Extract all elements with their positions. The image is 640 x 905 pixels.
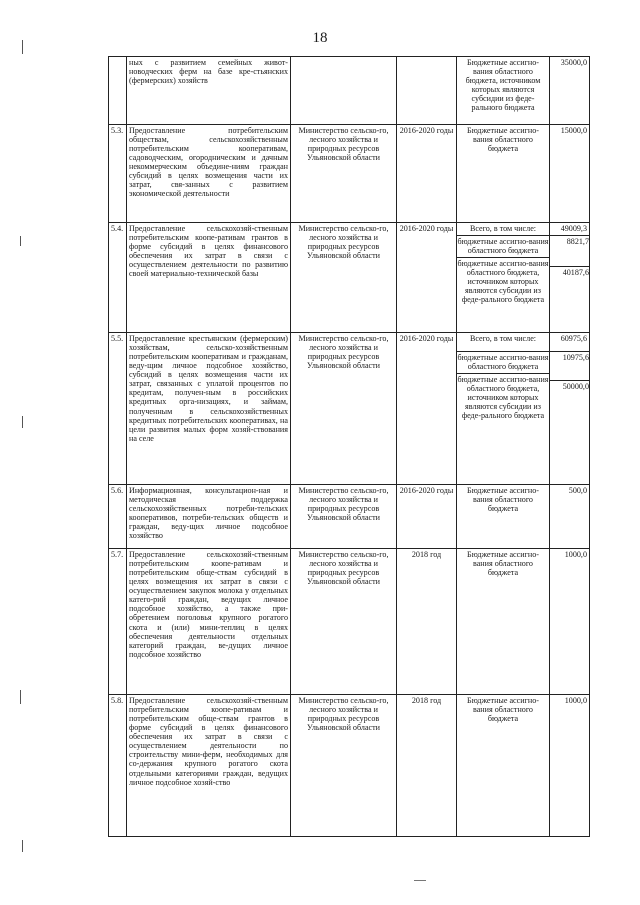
term: 2018 год [397, 695, 457, 837]
funding-sources [457, 485, 550, 549]
table-row [109, 223, 590, 333]
program-table [108, 56, 590, 837]
executor: Министерство сельско-го, лесного хозяйства и природных ресурсов Ульяновской области [291, 485, 397, 549]
funding-sources [457, 223, 550, 333]
page-number: 18 [312, 30, 328, 46]
funding-sources [457, 695, 550, 837]
funding-amounts [550, 695, 590, 837]
funding-sources [457, 125, 550, 223]
funding-sources [457, 333, 550, 485]
term: 2018 год [397, 549, 457, 695]
term: 2016-2020 годы [397, 485, 457, 549]
funding-source: Всего, в том числе: [469, 334, 537, 343]
table-row [109, 549, 590, 695]
funding-amounts [550, 549, 590, 695]
funding-amounts [550, 57, 590, 125]
funding-amount: 500,0 [568, 486, 587, 495]
funding-amount: 15000,0 [560, 126, 587, 135]
term: 2016-2020 годы [397, 125, 457, 223]
row-number [109, 57, 127, 125]
funding-amounts [550, 223, 590, 333]
scan-artifact-mark [20, 690, 21, 704]
row-number: 5.5. [109, 333, 127, 485]
funding-source: бюджетные ассигно-вания областного бюджета [457, 237, 549, 256]
row-number: 5.6. [109, 485, 127, 549]
funding-amount: 8821,7 [550, 235, 589, 246]
funding-source: бюджетные ассигно-вания областного бюджета [457, 353, 549, 372]
measure-description: Предоставление потребительским обществам, сельскохозяйственным потребительским кооперативам, садоводческим, огородническим и дачным некоммерческим объедине-ниям граждан субсидий в целях возмещения части их затрат, свя-занных с развитием экономической деятельности [127, 125, 291, 223]
row-number: 5.4. [109, 223, 127, 333]
table-row [109, 695, 590, 837]
measure-description: Предоставление крестьянским (фермерским) хозяйствам, сельско-хозяйственным потребительским кооперативам и гражданам, веду-щим личное подсобное хозяйство, субсидий в целях возмещения части их затрат, связанных с уплатой процентов по кредитам, получен-ным в российских кредитных орга-низациях, и займам, полученным в сельскохозяйственных кредитных потребительских кооперативах, на цели развития малых форм хозяй-ствования на селе [127, 333, 291, 485]
scan-artifact-mark [22, 40, 23, 54]
funding-amount: 50000,0 [550, 380, 589, 391]
row-number: 5.7. [109, 549, 127, 695]
funding-amount: 35000,0 [560, 58, 587, 67]
funding-amount: 10975,6 [550, 351, 589, 362]
funding-sources [457, 549, 550, 695]
executor: Министерство сельско-го, лесного хозяйства и природных ресурсов Ульяновской области [291, 125, 397, 223]
funding-source: Бюджетные ассигно-вания областного бюджета [467, 696, 539, 724]
measure-description: ных с развитием семейных живот-новодческих ферм на базе кре-стьянских (фермерских) хозяйств [127, 57, 291, 125]
funding-source: Бюджетные ассигно-вания областного бюджета [467, 486, 539, 514]
executor [291, 57, 397, 125]
program-table-body [109, 57, 590, 837]
table-row [109, 485, 590, 549]
funding-amount: 60975,6 [560, 334, 587, 343]
scan-artifact-mark [22, 416, 23, 428]
funding-source: бюджетные ассигно-вания областного бюджета, источником которых являются субсидии из феде-рального бюджета [457, 259, 549, 305]
term [397, 57, 457, 125]
funding-amounts [550, 125, 590, 223]
funding-amounts [550, 333, 590, 485]
funding-source: Бюджетные ассигно-вания областного бюджета, источником которых являются субсидии из феде-рального бюджета [465, 58, 541, 113]
scan-artifact-mark [22, 840, 23, 852]
funding-sources [457, 57, 550, 125]
funding-source: Всего, в том числе: [469, 224, 537, 233]
executor: Министерство сельско-го, лесного хозяйства и природных ресурсов Ульяновской области [291, 333, 397, 485]
funding-amount: 1000,0 [564, 696, 587, 705]
executor: Министерство сельско-го, лесного хозяйства и природных ресурсов Ульяновской области [291, 223, 397, 333]
term: 2016-2020 годы [397, 223, 457, 333]
table-row [109, 333, 590, 485]
executor: Министерство сельско-го, лесного хозяйства и природных ресурсов Ульяновской области [291, 695, 397, 837]
term: 2016-2020 годы [397, 333, 457, 485]
table-row [109, 125, 590, 223]
funding-amount: 1000,0 [564, 550, 587, 559]
measure-description: Предоставление сельскохозяй-ственным потребительским коопе-ративам и потребительским обще-ствам субсидий в целях возмещения их затрат в связи с осуществлением закупок молока у отдельных катего-рий граждан, ведущих личное подсобное хозяйство, а также при-обретением поголовья крупного рогатого скота и (или) мини-теплиц в целях обеспечения деятельности отдельных категорий граждан, ве-дущих личное подсобное хозяйство [127, 549, 291, 695]
funding-source: Бюджетные ассигно-вания областного бюджета [467, 126, 539, 154]
funding-amount: 49009,3 [560, 224, 587, 233]
funding-source: Бюджетные ассигно-вания областного бюджета [467, 550, 539, 578]
funding-amount: 40187,6 [550, 266, 589, 277]
funding-amounts [550, 485, 590, 549]
executor: Министерство сельско-го, лесного хозяйства и природных ресурсов Ульяновской области [291, 549, 397, 695]
funding-source: бюджетные ассигно-вания областного бюджета, источником которых являются субсидии из феде-рального бюджета [457, 375, 549, 421]
table-row [109, 57, 590, 125]
measure-description: Информационная, консультацион-ная и методическая поддержка сельскохозяйственных потреби-тельских кооперативов, потреби-тельских обществ и граждан, веду-щих личное подсобное хозяйство [127, 485, 291, 549]
row-number: 5.3. [109, 125, 127, 223]
scan-artifact-dot [414, 880, 426, 881]
measure-description: Предоставление сельскохозяй-ственным потребительским коопе-ративам и потребительским обще-ствам грантов в форме субсидий в целях финансового обеспечения их затрат в связи с осуществлением деятельности по строительству мини-ферм, необходимых для со-держания крупного рогатого скота отдельными категориями граждан, ведущих личное подсобное хозяй-ство [127, 695, 291, 837]
row-number: 5.8. [109, 695, 127, 837]
measure-description: Предоставление сельскохозяй-ственным потребительским коопе-ративам грантов в форме субсидий в целях финансового обеспечения их затрат в связи с осуществлением деятельности по развитию своей материально-технической базы [127, 223, 291, 333]
scan-artifact-mark [20, 236, 21, 246]
